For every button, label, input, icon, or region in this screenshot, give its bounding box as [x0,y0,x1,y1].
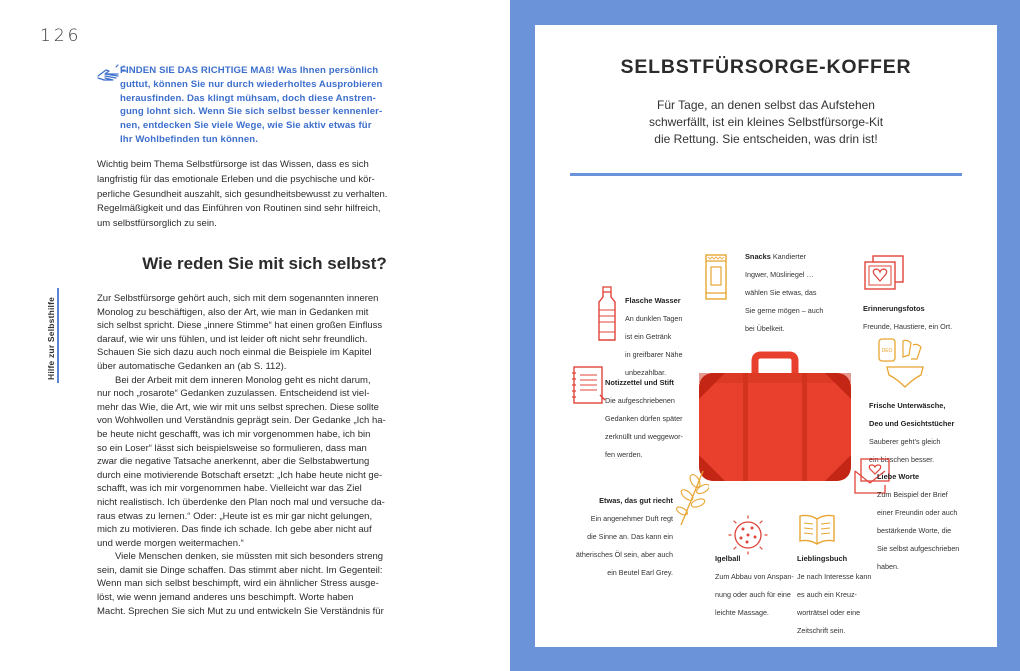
intro-paragraph [97,158,427,232]
body-line: nur noch „rosarote“ Gedanken zuzulassen. Entscheidend ist viel- [97,388,370,400]
tip-box [120,64,438,147]
tip-line: Ihr Wohlbefinden tun können. [120,133,258,145]
page-number: 126 [40,26,82,46]
massage-ball-title: Igelball [715,554,741,563]
book-desc: Je nach Interesse kann [797,572,872,581]
underwear-deo-icon [877,335,933,391]
intro-line: perliche Gesundheit auszahlt, sich gesundheitsbewusst zu verhalten. [97,188,388,200]
tip-line: Was Ihnen persönlich [274,65,379,76]
book-title: Lieblingsbuch [797,554,848,563]
side-label-text: Hilfe zur Selbsthilfe [46,296,56,380]
underwear-title: Deo und Gesichtstücher [869,419,955,428]
body-line: zwar die negative Tatsache anerkennt, aber die Selbstabwertung [97,456,370,468]
notepad-icon [570,365,606,405]
tip-line: nen, entdecken Sie viele Wege, wie Sie aktiv etwas für [120,120,372,132]
water-desc: in greifbarer Nähe [625,350,683,359]
divider [570,173,962,176]
snacks-desc: Kandierter [770,252,807,261]
body-line: mich zu motivieren. Das finde ich schade. Ich gebe aber nicht auf [97,524,372,536]
photos-icon [863,255,905,291]
body-line: und werde morgen weitermachen.“ [97,537,244,549]
intro-line: Regelmäßigkeit und das Einführen von Routinen sind sehr hilfreich, [97,203,381,215]
water-bottle-icon [597,286,617,342]
letters-desc: Zum Beispiel der Brief [877,490,948,499]
body-line: Wenn man sich selbst beschimpft, wird ein ähnlicher Stress ausge- [97,578,379,590]
snacks-desc: wählen Sie etwas, das [745,288,817,297]
letters-desc: Sie selbst aufgeschrieben [877,544,960,553]
water-desc: unbezahlbar. [625,368,667,377]
tip-line: herausfinden. Das klingt mühsam, doch diese Anstren- [120,92,376,104]
body-line: mehr das Wie, die Art, wie wir mit uns selbst sprechen. Diese sollte [97,401,379,413]
body-line: Zur Selbstfürsorge gehört auch, sich mit dem sogenannten inneren [97,293,379,304]
massage-ball-desc: leichte Massage. [715,608,769,617]
letters-title: Liebe Worte [877,472,920,481]
intro-line: langfristig für das emotionale Erleben und die psychische und kör- [97,173,375,185]
tip-heading: FINDEN SIE DAS RICHTIGE MAß! [120,65,275,76]
letters-text [877,466,987,574]
subtitle-line: schwerfällt, ist ein kleines Selbstfürsorge-Kit [648,115,884,129]
body-line: Macht. Sprechen Sie sich Mut zu und entwickeln Sie Verständnis für [97,605,384,617]
book-icon [797,513,837,547]
photos-title: Erinnerungsfotos [863,304,925,313]
infographic-title: SELBSTFÜRSORGE-KOFFER [620,56,912,78]
book-desc: es auch ein Kreuz- [797,590,857,599]
letters-desc: bestärkende Worte, die [877,526,952,535]
notes-desc: fen werden. [605,450,643,459]
massage-ball-desc: Zum Abbau von Anspan- [715,572,794,581]
underwear-title: Frische Unterwäsche, [869,401,946,410]
body-line: sich selbst spricht. Diese „innere Stimme“ hat einen großen Einfluss [97,320,383,332]
water-title: Flasche Wasser [625,296,681,305]
book-desc: worträtsel oder eine [797,608,861,617]
body-line: Schauen Sie sich dazu auch noch einmal die Beispiele im Kapitel [97,347,372,359]
intro-line: um selbstfürsorglich zu sein. [97,218,217,230]
underwear-desc: Sauberer geht’s gleich [869,437,941,446]
tip-line: gung lohnt sich. Wenn Sie sich selbst besser kennenler- [120,106,383,118]
subtitle-line: Für Tage, an denen selbst das Aufstehen [657,98,875,112]
right-page [510,0,1020,671]
body-line: Monolog zu beschäftigen, also der Art, wie man in Gedanken mit [97,306,369,318]
body-line: von Wohlwollen und Verständnis geprägt sein. Der Gedanke „Ich ha- [97,415,386,427]
snacks-desc: Ingwer, Müsliriegel … [745,270,814,279]
body-line: sein, damit sie Dinge schaffen. Das stimmt aber nicht. Im Gegenteil: [97,564,383,576]
infographic-card [535,25,997,647]
scent-desc: die Sinne an. Das kann ein [587,532,673,541]
notes-desc: zerknüllt und weggewor- [605,432,683,441]
photos-text [863,298,973,334]
suitcase-icon [695,343,855,483]
scent-text [569,490,673,580]
letters-desc: haben. [877,562,899,571]
body-line: durch eine motivierende Botschaft ersetzt: „Ich habe heute nicht ge- [97,469,383,481]
book-desc: Zeitschrift sein. [797,626,846,635]
body-line: schafft, was ich mir vorgenommen habe. Vielleicht war das Ziel [97,483,362,495]
snacks-title: Snacks [745,252,771,261]
body-line: nicht realistisch. Ich überdenke den Plan noch mal und versuche da- [97,496,385,508]
body-line: darauf, wie wir uns fühlen, und ist leider oft nicht sehr freundlich. [97,333,368,345]
letters-desc: einer Freundin oder auch [877,508,958,517]
notes-title: Notizzettel und Stift [605,378,674,387]
snacks-desc: Sie gerne mögen – auch [745,306,824,315]
body-line: raus etwas zu lernen.“ Oder: „Heute ist es mir gar nicht gelungen, [97,510,373,522]
svg-text:DEO: DEO [881,348,893,354]
underwear-desc: ein bisschen besser. [869,455,935,464]
massage-ball-desc: nung oder auch für eine [715,590,791,599]
scent-desc: Ein angenehmer Duft regt [590,514,673,523]
body-text [97,292,427,618]
notes-desc: Gedanken dürfen später [605,414,683,423]
section-heading: Wie reden Sie mit sich selbst? [142,254,387,273]
tip-line: guttut, können Sie nur durch wiederholtes Ausprobieren [120,78,383,90]
body-line: Viele Menschen denken, sie müssten mit sich besonders streng [115,551,384,563]
infographic-subtitle [605,97,927,148]
snacks-text [745,246,841,336]
scent-desc: ein Beutel Earl Grey. [607,568,673,577]
book-text [797,548,889,638]
water-desc: ist ein Getränk [625,332,672,341]
body-line: über automatische Gedanken an (ab S. 112). [97,360,287,372]
intro-line: Wichtig beim Thema Selbstfürsorge ist das Wissen, dass es sich [97,159,369,170]
body-line: be heute nicht geschafft, was ich mir vorgenommen habe, ich bin [97,428,371,440]
photos-desc: Freunde, Haustiere, ein Ort. [863,322,953,331]
side-label-rule [57,288,59,383]
herb-icon [673,467,709,527]
notes-text [605,372,697,462]
body-line: Bei der Arbeit mit dem inneren Monolog geht es nicht darum, [115,374,371,386]
scent-title: Etwas, das gut riecht [599,496,673,505]
water-text [625,290,715,380]
body-line: löst, wie wenn jemand anderes uns beschimpft. Worte haben [97,592,354,604]
scent-desc: ätherisches Öl sein, aber auch [575,550,673,559]
snacks-desc: bei Übelkeit. [745,324,785,333]
notes-desc: Die aufgeschriebenen [605,396,675,405]
water-desc: An dunklen Tagen [625,314,683,323]
subtitle-line: die Rettung. Sie entscheiden, was drin ist! [654,132,878,146]
body-line: so ein Loser“ lässt sich beispielsweise so formulieren, dass man [97,442,367,454]
massage-ball-text [715,548,805,620]
